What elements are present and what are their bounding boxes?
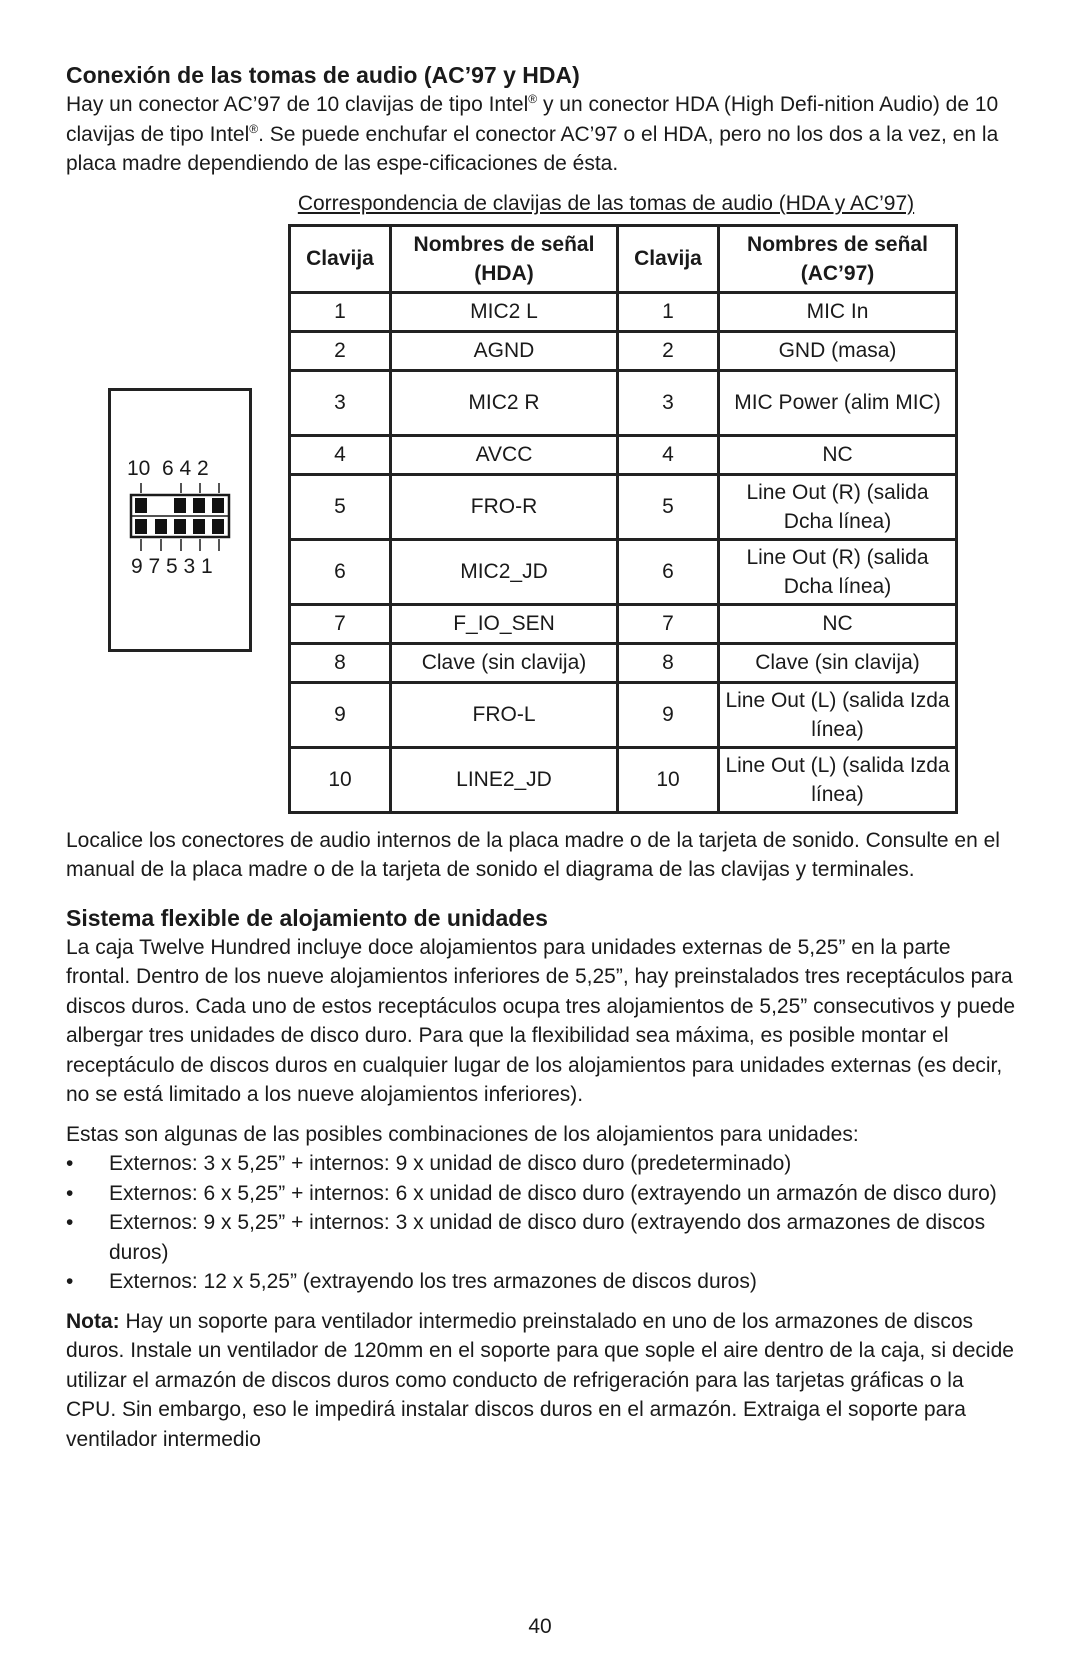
combinations-intro: Estas son algunas de las posibles combinaciones de los alojamientos para unidades: <box>66 1122 859 1146</box>
top-pin-numbers: 10 6 4 2 <box>127 456 209 480</box>
header-pin-ac97: Clavija <box>618 225 719 292</box>
note-paragraph: Nota: Hay un soporte para ventilador intermedio preinstalado en uno de los armazones de discos duros. Instale un ventilador de 120mm en el soporte para que sople el aire dentro de la caja, si decide utilizar el armazón de discos duros como conducto de refrigeración para las tarjetas gráficas o la CPU. Sin embargo, eso le impedirá instalar discos duros en el armazón. Extraiga el soporte para ventilador intermedio <box>66 1309 1014 1451</box>
combinations-list <box>66 1149 1016 1297</box>
drive-bay-paragraph: La caja Twelve Hundred incluye doce alojamientos para unidades externas de 5,25” en la parte frontal. Dentro de los nueve alojamientos inferiores de 5,25”, hay preinstalados tres receptáculos para discos duros. Cada uno de estos receptáculos ocupa tres alojamientos de 5,25” consecutivos y puede albergar tres unidades de disco duro. Para que la flexibilidad sea máxima, es posible montar el receptáculo de discos duros en cualquier lugar de los alojamientos para unidades externas (es decir, no se está limitado a los nueve alojamientos inferiores). <box>66 935 1016 1106</box>
drive-bay-section <box>66 903 1016 1455</box>
after-table-paragraph: Localice los conectores de audio internos de la placa madre o de la tarjeta de sonido. Consulte en el manual de la placa madre o de la tarjeta de sonido el diagrama de las clavijas y terminales. <box>66 828 1000 881</box>
section-heading-drive-bays: Sistema flexible de alojamiento de unidades <box>66 904 548 931</box>
table-row: 3 MIC2 R 3 MIC Power (alim MIC) <box>290 370 957 435</box>
registered-mark: ® <box>249 121 259 136</box>
page-number: 40 <box>528 1615 552 1638</box>
page-content <box>66 60 1016 1454</box>
table-row: 8 Clave (sin clavija) 8 Clave (sin clavija) <box>290 643 957 682</box>
table-row: 1 MIC2 L 1 MIC In <box>290 292 957 331</box>
intro-paragraph: Hay un conector AC’97 de 10 clavijas de tipo Intel® y un conector HDA (High Defi-nition Audio) de 10 clavijas de tipo Intel®. Se puede enchufar el conector AC’97 o el HDA, pero no los dos a la vez, en la placa madre dependiendo de las espe-cificaciones de ésta. <box>66 92 999 175</box>
header-pin-hda: Clavija <box>290 225 391 292</box>
connector-pins-drawing <box>111 391 249 649</box>
table-row: 5 FRO-R 5 Line Out (R) (salida Dcha línea) <box>290 474 957 539</box>
table-row: 2 AGND 2 GND (masa) <box>290 331 957 370</box>
header-signal-hda: Nombres de señal (HDA) <box>391 225 618 292</box>
header-signal-ac97: Nombres de señal (AC’97) <box>719 225 957 292</box>
note-label: Nota: <box>66 1309 120 1333</box>
list-item: • Externos: 9 x 5,25” + internos: 3 x unidad de disco duro (extrayendo dos armazones de discos duros) <box>66 1208 1016 1267</box>
table-row: 10 LINE2_JD 10 Line Out (L) (salida Izda línea) <box>290 747 957 812</box>
table-row: 6 MIC2_JD 6 Line Out (R) (salida Dcha línea) <box>290 539 957 604</box>
connector-diagram <box>108 388 252 652</box>
table-row: 9 FRO-L 9 Line Out (L) (salida Izda línea) <box>290 682 957 747</box>
table-row: 4 AVCC 4 NC <box>290 435 957 474</box>
pin-figure <box>66 224 1016 826</box>
list-item: • Externos: 12 x 5,25” (extrayendo los tres armazones de discos duros) <box>66 1267 1016 1297</box>
section-heading-audio: Conexión de las tomas de audio (AC’97 y HDA) <box>66 62 580 88</box>
bottom-pin-numbers: 9 7 5 3 1 <box>131 554 213 578</box>
registered-mark: ® <box>528 92 538 106</box>
list-item: • Externos: 3 x 5,25” + internos: 9 x unidad de disco duro (predeterminado) <box>66 1149 1016 1179</box>
list-item: • Externos: 6 x 5,25” + internos: 6 x unidad de disco duro (extrayendo un armazón de disco duro) <box>66 1179 1016 1209</box>
table-caption: Correspondencia de clavijas de las tomas de audio (HDA y AC’97) <box>297 191 915 215</box>
pin-table <box>288 224 958 814</box>
table-row: 7 F_IO_SEN 7 NC <box>290 604 957 643</box>
